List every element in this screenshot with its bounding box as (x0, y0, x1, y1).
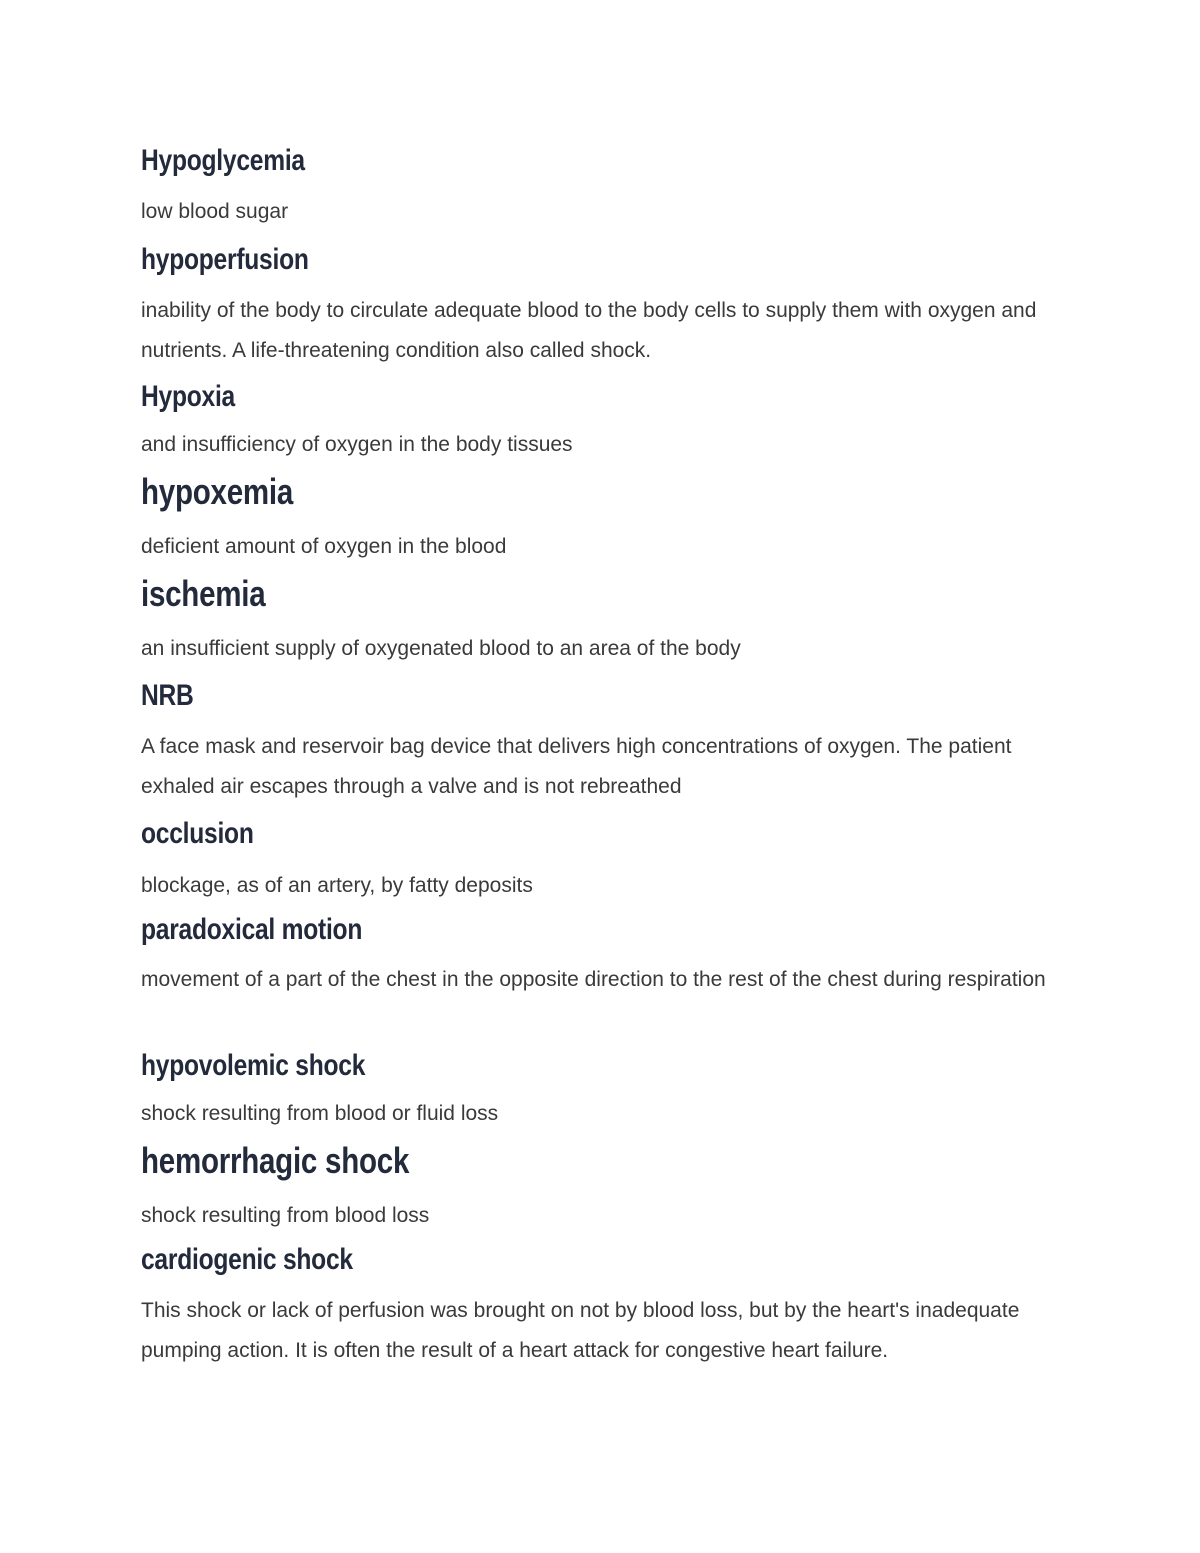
term-heading: hypoperfusion (141, 243, 309, 276)
term-heading: Hypoxia (141, 380, 235, 413)
term-heading: occlusion (141, 817, 254, 850)
term-definition: inability of the body to circulate adequate blood to the body cells to supply them with oxygen and nutrients. A life-threatening condition also called shock. (141, 299, 1037, 362)
term-definition: movement of a part of the chest in the opposite direction to the rest of the chest during respiration (141, 968, 1046, 991)
term-definition: and insufficiency of oxygen in the body tissues (141, 433, 573, 456)
term-heading: NRB (141, 679, 194, 712)
term-heading: hypoxemia (141, 471, 294, 512)
term-heading: cardiogenic shock (141, 1243, 353, 1276)
term-definition: blockage, as of an artery, by fatty deposits (141, 874, 533, 897)
term-definition: low blood sugar (141, 200, 289, 223)
term-definition: shock resulting from blood or fluid loss (141, 1102, 499, 1125)
term-heading: hypovolemic shock (141, 1049, 366, 1082)
term-heading: hemorrhagic shock (141, 1140, 410, 1181)
term-definition: deficient amount of oxygen in the blood (141, 535, 507, 558)
term-definition: A face mask and reservoir bag device that delivers high concentrations of oxygen. The patient exhaled air escapes through a valve and is not rebreathed (141, 735, 1012, 798)
term-heading: ischemia (141, 573, 266, 614)
term-definition: an insufficient supply of oxygenated blood to an area of the body (141, 637, 741, 660)
term-definition: shock resulting from blood loss (141, 1204, 430, 1227)
term-heading: paradoxical motion (141, 913, 363, 946)
term-heading: Hypoglycemia (141, 144, 305, 177)
term-definition: This shock or lack of perfusion was brought on not by blood loss, but by the heart's inadequate pumping action. It is often the result of a heart attack for congestive heart failure. (141, 1299, 1020, 1362)
